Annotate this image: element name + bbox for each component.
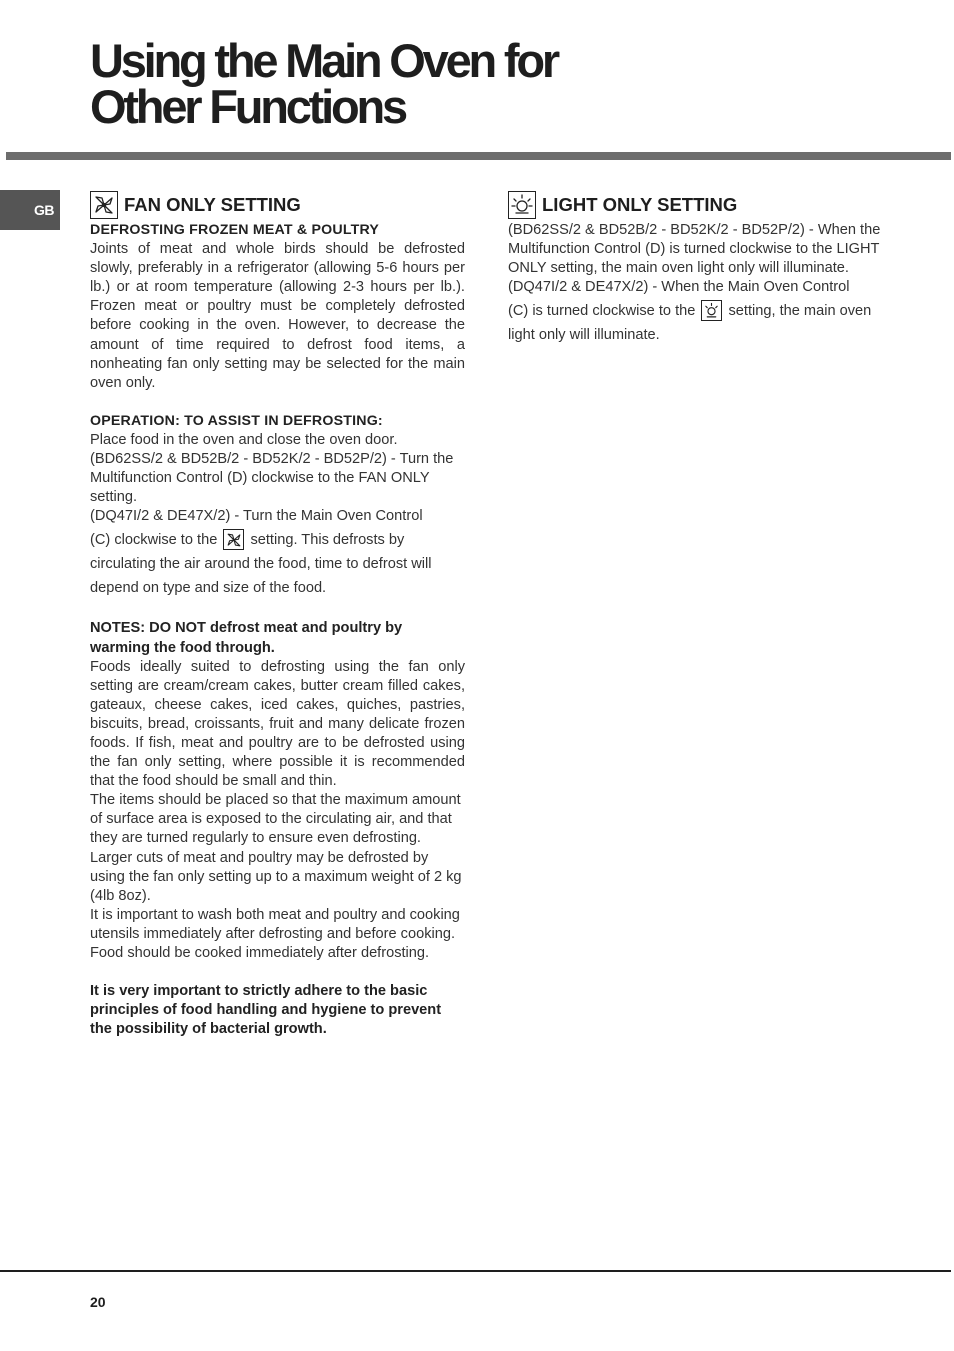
light-paragraph-2-start: (C) is turned clockwise to the (508, 303, 696, 320)
operation-line-1: Place food in the oven and close the oven door. (90, 431, 398, 448)
title-line-2: Other Functions (90, 80, 405, 133)
operation-line-2: (BD62SS/2 & BD52B/2 - BD52K/2 - BD52P/2) - Turn the Multifunction Control (D) clockwise to the FAN ONLY setting. (90, 451, 454, 506)
operation-line-3: (DQ47I/2 & DE47X/2) - Turn the Main Oven Control (90, 508, 423, 525)
defrosting-subheading: DEFROSTING FROZEN MEAT & POULTRY (90, 222, 380, 238)
operation-line-4-start: (C) clockwise to the (90, 532, 218, 549)
language-tab: GB (0, 190, 60, 230)
notes-paragraph-2: The items should be placed so that the maximum amount of surface area is exposed to the circulating air, and that they are turned regularly to ensure even defrosting. (90, 792, 461, 847)
fan-icon (90, 191, 118, 219)
operation-subheading: OPERATION: TO ASSIST IN DEFROSTING: (90, 412, 383, 429)
notes-paragraph-4: It is important to wash both meat and poultry and cooking utensils immediately after defrosting and before cooking. Food should be cooked immediately after defrosting. (90, 906, 460, 961)
fan-inline-icon (223, 529, 244, 550)
notes-heading: NOTES: DO NOT defrost meat and poultry by warming the food through. (90, 620, 403, 656)
footer-divider (0, 1270, 951, 1272)
light-inline-icon (701, 300, 722, 321)
fan-only-heading (90, 190, 465, 220)
light-paragraph-2 (508, 299, 888, 347)
light-paragraph-1: (BD62SS/2 & BD52B/2 - BD52K/2 - BD52P/2) - When the Multifunction Control (D) is turned clockwise to the LIGHT ONLY setting, the main oven light only will illuminate. (508, 222, 881, 277)
page-number: 20 (90, 1294, 106, 1310)
title-line-1: Using the Main Oven for (90, 34, 557, 87)
light-only-heading (508, 190, 888, 220)
notes-paragraph-1: Foods ideally suited to defrosting using the fan only setting are cream/cream cakes, butter cream filled cakes, gateaux, cheese cakes, iced cakes, quiches, pastries, biscuits, bread, croissants, fruit and many delicate frozen foods. If fish, meat and poultry are to be defrosted using the fan only setting, where possible it is recommended that the food should be small and thin. (90, 658, 465, 790)
fan-only-section (90, 190, 465, 1039)
light-bulb-icon (508, 191, 536, 219)
operation-line-4-end: setting. This defrosts by circulating the air around the food, time to defrost will depend on type and size of the food. (90, 532, 432, 597)
notes-paragraph-3: Larger cuts of meat and poultry may be defrosted by using the fan only setting up to a maximum weight of 2 kg (4lb 8oz). (90, 849, 462, 904)
page-title (90, 34, 557, 133)
light-paragraph-2-end: setting, the main oven light only will illuminate. (508, 303, 872, 344)
light-only-section (508, 190, 888, 347)
operation-line-4 (90, 528, 465, 600)
defrosting-paragraph: Joints of meat and whole birds should be defrosted slowly, preferably in a refrigerator (allowing 5-6 hours per lb.) or at room temperature (allowing 2-3 hours per lb.). Frozen meat or poultry must be completely defrosted before cooking in the oven. However, to decrease the amount of time required to defrost food items, a nonheating fan only setting may be selected for the main oven only. (90, 241, 465, 391)
light-only-title: LIGHT ONLY SETTING (542, 194, 738, 216)
header-divider (6, 152, 951, 160)
light-paragraph-2-line-1: (DQ47I/2 & DE47X/2) - When the Main Oven Control (508, 279, 850, 296)
hygiene-warning: It is very important to strictly adhere to the basic principles of food handling and hygiene to prevent the possibility of bacterial growth. (90, 983, 442, 1038)
fan-only-title: FAN ONLY SETTING (124, 194, 301, 216)
